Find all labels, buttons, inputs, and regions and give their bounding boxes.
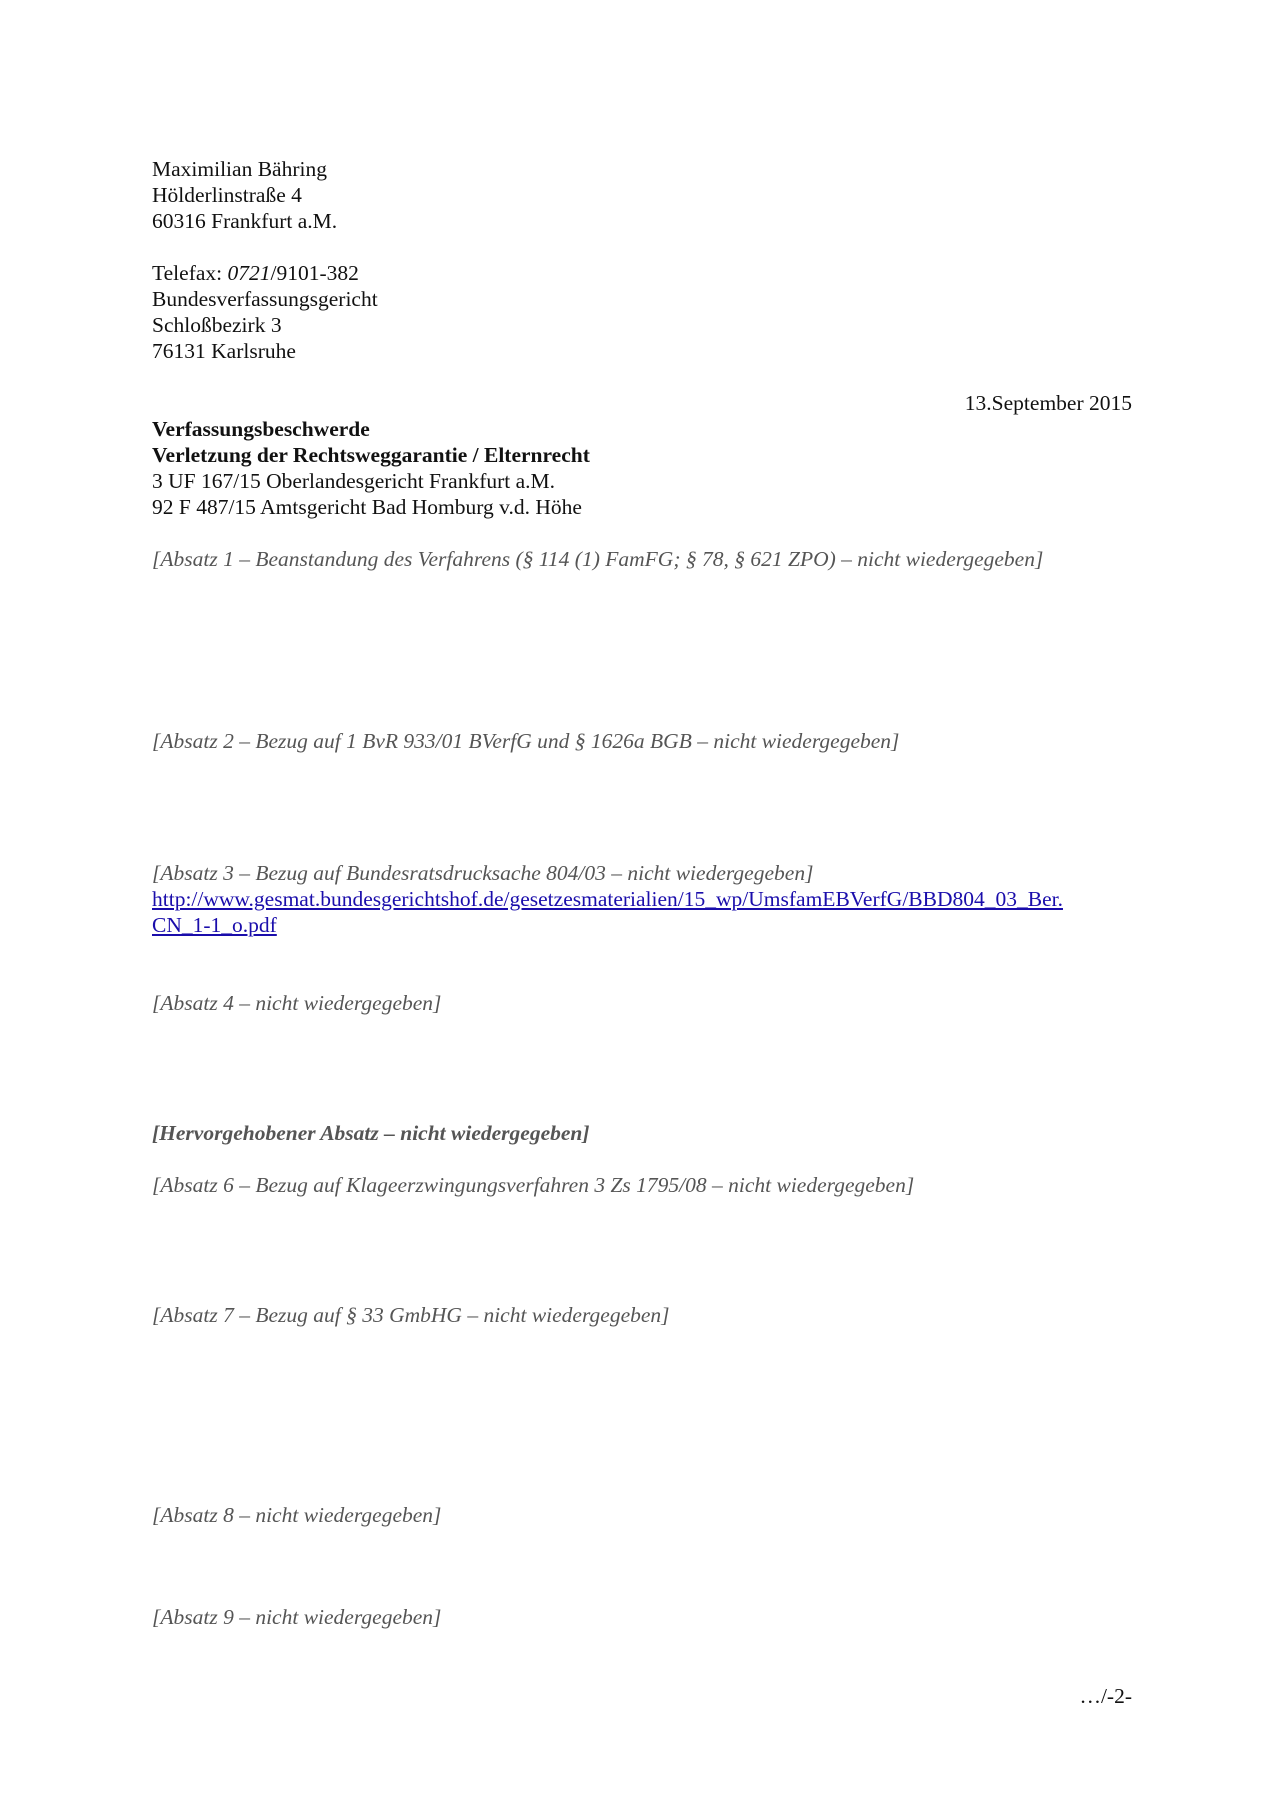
body-paragraph-9 [152,1604,1132,1630]
page-continuation-marker: …/-2- [1079,1684,1132,1708]
body-paragraph-5-emphasis [152,1120,1132,1146]
recipient-fax [152,260,1132,286]
body-paragraph-3 [152,860,1132,938]
case-reference-olg: 3 UF 167/15 Oberlandesgericht Frankfurt a.M. [152,469,556,493]
body-paragraph-1 [152,546,1132,572]
paragraph-placeholder: [Absatz 4 – nicht wiedergegeben] [152,991,442,1015]
case-reference-ag: 92 F 487/15 Amtsgericht Bad Homburg v.d. Höhe [152,495,582,519]
sender-name: Maximilian Bähring [152,157,327,181]
fax-label: Telefax: [152,261,228,285]
sender-city: 60316 Frankfurt a.M. [152,209,338,233]
body-paragraph-7 [152,1302,1132,1328]
paragraph-placeholder: [Absatz 3 – Bezug auf Bundesratsdrucksache 804/03 – nicht wiedergegeben] [152,861,814,885]
sender-street: Hölderlinstraße 4 [152,183,302,207]
paragraph-placeholder: [Absatz 1 – Beanstandung des Verfahrens (§ 114 (1) FamFG; § 78, § 621 ZPO) – nicht wiedergegeben] [152,547,1044,571]
paragraph-placeholder: [Absatz 8 – nicht wiedergegeben] [152,1503,442,1527]
recipient-street: Schloßbezirk 3 [152,313,282,337]
paragraph-placeholder: [Absatz 2 – Bezug auf 1 BvR 933/01 BVerfG und § 1626a BGB – nicht wiedergegeben] [152,729,900,753]
sender-address [152,156,1132,234]
source-link[interactable]: http://www.gesmat.bundesgerichtshof.de/gesetzesmaterialien/15_wp/UmsfamEBVerfG/BBD804_03_Ber. [152,887,1063,911]
body-paragraph-8 [152,1502,1132,1528]
paragraph-placeholder: [Hervorgehobener Absatz – nicht wiedergegeben] [152,1121,590,1145]
recipient-city: 76131 Karlsruhe [152,339,296,363]
subject-block [152,416,1132,520]
paragraph-placeholder: [Absatz 7 – Bezug auf § 33 GmbHG – nicht wiedergegeben] [152,1303,670,1327]
body-paragraph-2 [152,728,1132,754]
fax-area-code: 0721 [227,261,271,285]
source-link-continued[interactable]: CN_1-1_o.pdf [152,913,277,937]
paragraph-placeholder: [Absatz 6 – Bezug auf Klageerzwingungsverfahren 3 Zs 1795/08 – nicht wiedergegeben] [152,1173,915,1197]
letter-date: 13.September 2015 [964,391,1132,415]
subject-subtitle: Verletzung der Rechtsweggarantie / Elternrecht [152,443,590,467]
recipient-address [152,260,1132,364]
recipient-court: Bundesverfassungsgericht [152,287,378,311]
body-paragraph-4 [152,990,1132,1016]
subject-title: Verfassungsbeschwerde [152,417,370,441]
paragraph-placeholder: [Absatz 9 – nicht wiedergegeben] [152,1605,442,1629]
fax-number: /9101-382 [270,261,359,285]
body-paragraph-6 [152,1172,1132,1198]
